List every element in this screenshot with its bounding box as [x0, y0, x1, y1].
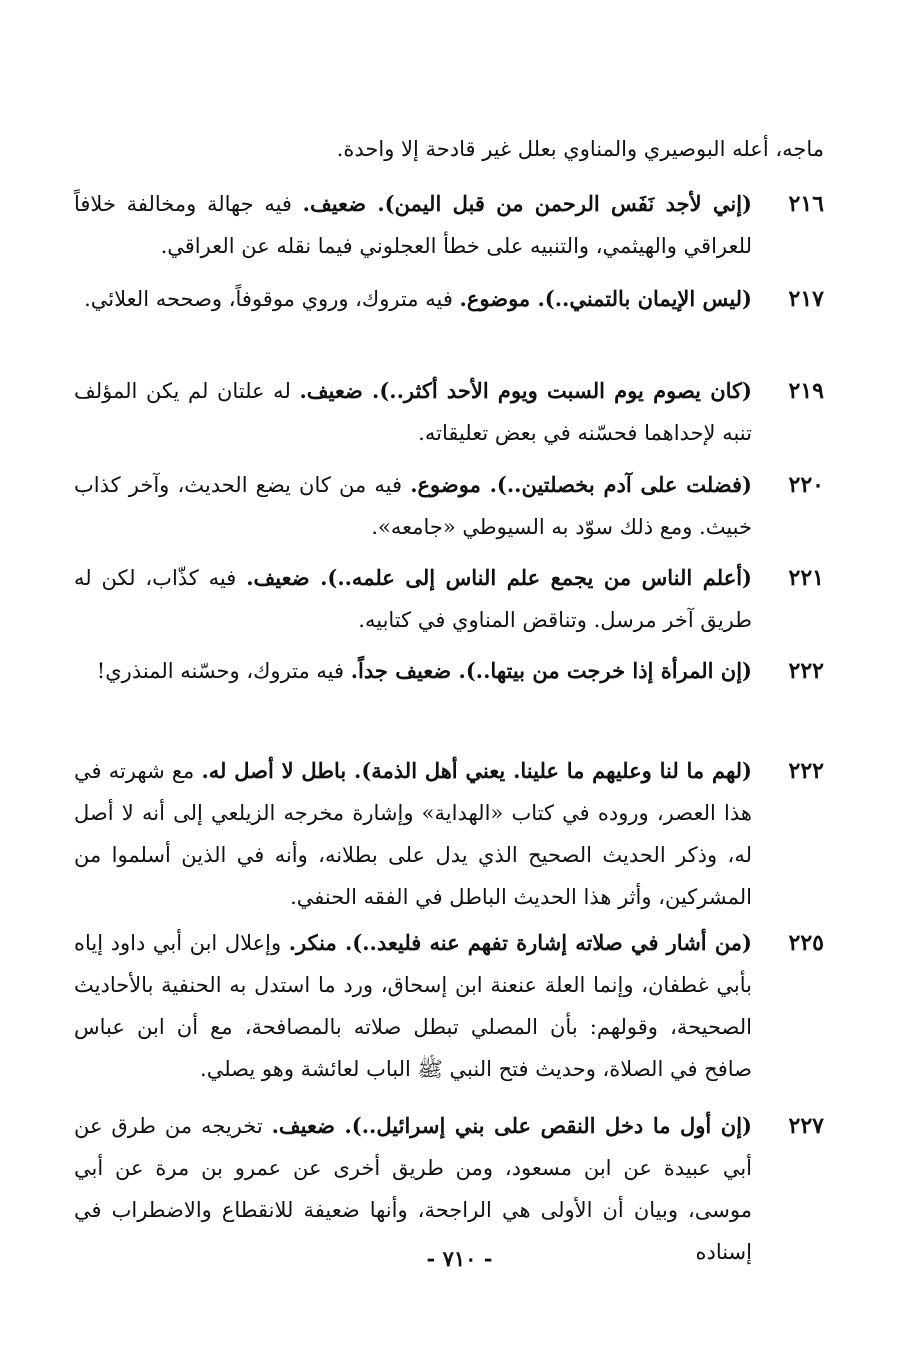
hadith-title: (إن المرأة إذا خرجت من بيتها..). ضعيف جداً. [350, 658, 752, 683]
hadith-commentary: مع شهرته في هذا العصر، وروده في كتاب «الهداية» وإشارة مخرجه الزيلعي إلى أنه لا أصل له، وذكر الحديث الصحيح الذي يدل على بطلانه، وأنه في الذين أسلموا من المشركين، وأثر هذا الحديث الباطل في الفقه الحنفي. [74, 759, 752, 909]
hadith-title: (كان يصوم يوم السبت ويوم الأحد أكثر..). ضعيف. [299, 378, 752, 403]
entry-text [74, 464, 752, 548]
hadith-title: (أعلم الناس من يجمع علم الناس إلى علمه..). ضعيف. [246, 565, 752, 590]
entry-text [74, 750, 752, 918]
entry-number: ٢٢٠ [788, 472, 824, 498]
entry-number: ٢٢٢ [788, 758, 824, 784]
hadith-commentary: فيه متروك، وحسّنه المنذري! [96, 659, 345, 683]
hadith-commentary: فيه كذّاب، لكن له طريق آخر مرسل. وتناقض المناوي في كتابيه. [74, 566, 752, 632]
hadith-commentary: تخريجه من طرق عن أبي عبيدة عن ابن مسعود، ومن طريق أخرى عن عمرو بن مرة عن أبي موسى، وبيان أن الأولى هي الراجحة، وأنها ضعيفة للانقطاع والاضطراب في إسناده [74, 1114, 752, 1264]
entry-221 [74, 557, 824, 641]
intro-paragraph: ماجه، أعله البوصيري والمناوي بعلل غير قادحة إلا واحدة. [336, 137, 824, 161]
hadith-title: (لهم ما لنا وعليهم ما علينا. يعني أهل الذمة). باطل لا أصل له. [201, 758, 752, 783]
entry-number: ٢١٧ [788, 286, 824, 312]
entry-number: ٢١٩ [788, 378, 824, 404]
entry-number: ٢٢٥ [788, 930, 824, 956]
hadith-title: (ليس الإيمان بالتمني..). موضوع. [459, 286, 752, 311]
entry-text [74, 557, 752, 641]
entry-text [74, 650, 752, 692]
hadith-title: (إني لأجد نَفَس الرحمن من قبل اليمن). ضعيف. [302, 191, 752, 216]
page-number: - ٧١٠ - [426, 1246, 493, 1271]
hadith-commentary: له علتان لم يكن المؤلف تنبه لإحداهما فحسّنه في بعض تعليقاته. [74, 379, 752, 445]
hadith-commentary: وإعلال ابن أبي داود إياه بأبي غطفان، وإنما العلة عنعنة ابن إسحاق، ورد ما استدل به الحنفية بالأحاديث الصحيحة، وقولهم: بأن المصلي تبطل صلاته بالمصافحة، مع أن ابن عباس صافح في الصلاة، وحديث فتح النبي ﷺ الباب لعائشة وهو يصلي. [74, 931, 752, 1081]
entry-225 [74, 922, 824, 1090]
hadith-commentary: فيه من كان يضع الحديث، وآخر كذاب خبيث. ومع ذلك سوّد به السيوطي «جامعه». [74, 473, 752, 539]
hadith-title: (فضلت على آدم بخصلتين..). موضوع. [410, 472, 752, 497]
hadith-title: (إن أول ما دخل النقص على بني إسرائيل..). ضعيف. [271, 1113, 752, 1138]
entry-text [74, 922, 752, 1090]
entry-number: ٢٢٢ [788, 658, 824, 684]
hadith-title: (من أشار في صلاته إشارة تفهم عنه فليعد..). منكر. [288, 930, 752, 955]
entry-222-b [74, 750, 824, 918]
entry-220 [74, 464, 824, 548]
hadith-commentary: فيه جهالة ومخالفة خلافاً للعراقي والهيثمي، والتنبيه على خطأ العجلوني فيما نقله عن العراقي. [74, 192, 752, 258]
entry-217 [74, 278, 824, 320]
entry-216 [74, 183, 824, 267]
entry-text [74, 370, 752, 454]
entry-text [74, 183, 752, 267]
entry-number: ٢٢١ [788, 565, 824, 591]
entry-number: ٢٢٧ [788, 1113, 824, 1139]
hadith-commentary: فيه متروك، وروي موقوفاً، وصححه العلائي. [84, 287, 453, 311]
entry-text [74, 278, 752, 320]
entry-number: ٢١٦ [788, 191, 824, 217]
entry-222-a [74, 650, 824, 692]
entry-219 [74, 370, 824, 454]
